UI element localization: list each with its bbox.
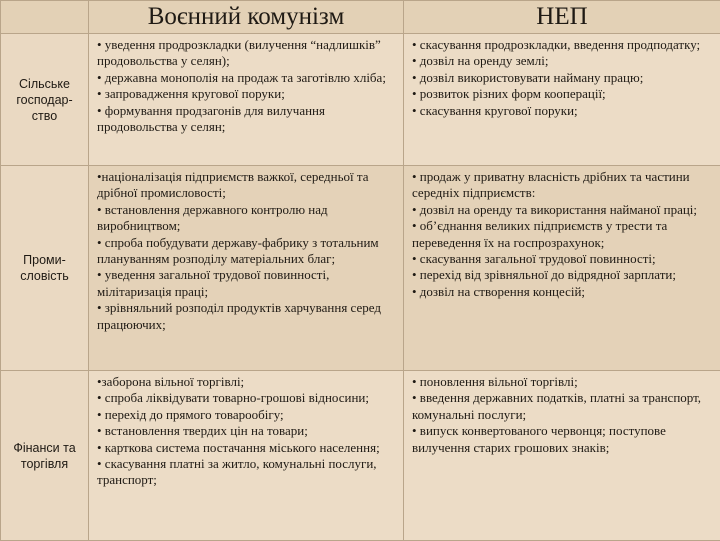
cell-agriculture-nep bbox=[404, 34, 720, 166]
cell-finance-war bbox=[89, 371, 404, 541]
header-nep: НЕП bbox=[404, 1, 720, 34]
list-item: • скасування загальної трудової повинності; bbox=[412, 251, 714, 267]
row-label-finance: Фінанси та торгівля bbox=[1, 371, 89, 541]
list-item: • дозвіл на оренду землі; bbox=[412, 53, 714, 69]
cell-industry-nep bbox=[404, 166, 720, 371]
cell-finance-nep bbox=[404, 371, 720, 541]
list-item: • скасування кругової поруки; bbox=[412, 103, 714, 119]
list-item: • встановлення твердих цін на товари; bbox=[97, 423, 397, 439]
list-item: • запровадження кругової поруки; bbox=[97, 86, 397, 102]
cell-agriculture-war bbox=[89, 34, 404, 166]
list-item: • поновлення вільної торгівлі; bbox=[412, 374, 714, 390]
list-item: • випуск конвертованого червонця; поступове вилучення старих грошових знаків; bbox=[412, 423, 714, 456]
list-item: • зрівняльний розподіл продуктів харчування серед працюючих; bbox=[97, 300, 397, 333]
row-label-industry: Проми-словість bbox=[1, 166, 89, 371]
row-label-agriculture: Сільське господар-ство bbox=[1, 34, 89, 166]
list-item: • уведення загальної трудової повинності, мілітаризація праці; bbox=[97, 267, 397, 300]
list-item: • спроба ліквідувати товарно-грошові відносини; bbox=[97, 390, 397, 406]
list-item: • встановлення державного контролю над виробництвом; bbox=[97, 202, 397, 235]
list-item: • спроба побудувати державу-фабрику з тотальним плануванням розподілу матеріальних благ; bbox=[97, 235, 397, 268]
list-item: •заборона вільної торгівлі; bbox=[97, 374, 397, 390]
list-item: • розвиток різних форм кооперації; bbox=[412, 86, 714, 102]
list-item: • державна монополія на продаж та заготівлю хліба; bbox=[97, 70, 397, 86]
table-row-agriculture bbox=[1, 34, 720, 166]
list-item: • формування продзагонів для вилучання продовольства у селян; bbox=[97, 103, 397, 136]
list-item: • продаж у приватну власність дрібних та частини середніх підприємств: bbox=[412, 169, 714, 202]
list-item: •націоналізація підприємств важкої, середньої та дрібної промисловості; bbox=[97, 169, 397, 202]
cell-industry-war bbox=[89, 166, 404, 371]
table-row-industry bbox=[1, 166, 720, 371]
list-item: • перехід від зрівняльної до відрядної зарплати; bbox=[412, 267, 714, 283]
list-item: • об’єднання великих підприємств у трести та переведення їх на госпрозрахунок; bbox=[412, 218, 714, 251]
list-item: • дозвіл на оренду та використання найманої праці; bbox=[412, 202, 714, 218]
list-item: • скасування платні за житло, комунальні послуги, транспорт; bbox=[97, 456, 397, 489]
list-item: • перехід до прямого товарообігу; bbox=[97, 407, 397, 423]
list-item: • дозвіл використовувати найману працю; bbox=[412, 70, 714, 86]
table-row-finance bbox=[1, 371, 720, 541]
list-item: • дозвіл на створення концесій; bbox=[412, 284, 714, 300]
list-item: • скасування продрозкладки, введення продподатку; bbox=[412, 37, 714, 53]
header-war-communism: Воєнний комунізм bbox=[89, 1, 404, 34]
header-empty-cell bbox=[1, 1, 89, 34]
list-item: • карткова система постачання міського населення; bbox=[97, 440, 397, 456]
table-header bbox=[1, 1, 720, 34]
list-item: • введення державних податків, платні за транспорт, комунальні послуги; bbox=[412, 390, 714, 423]
list-item: • уведення продрозкладки (вилучення “надлишків” продовольства у селян); bbox=[97, 37, 397, 70]
